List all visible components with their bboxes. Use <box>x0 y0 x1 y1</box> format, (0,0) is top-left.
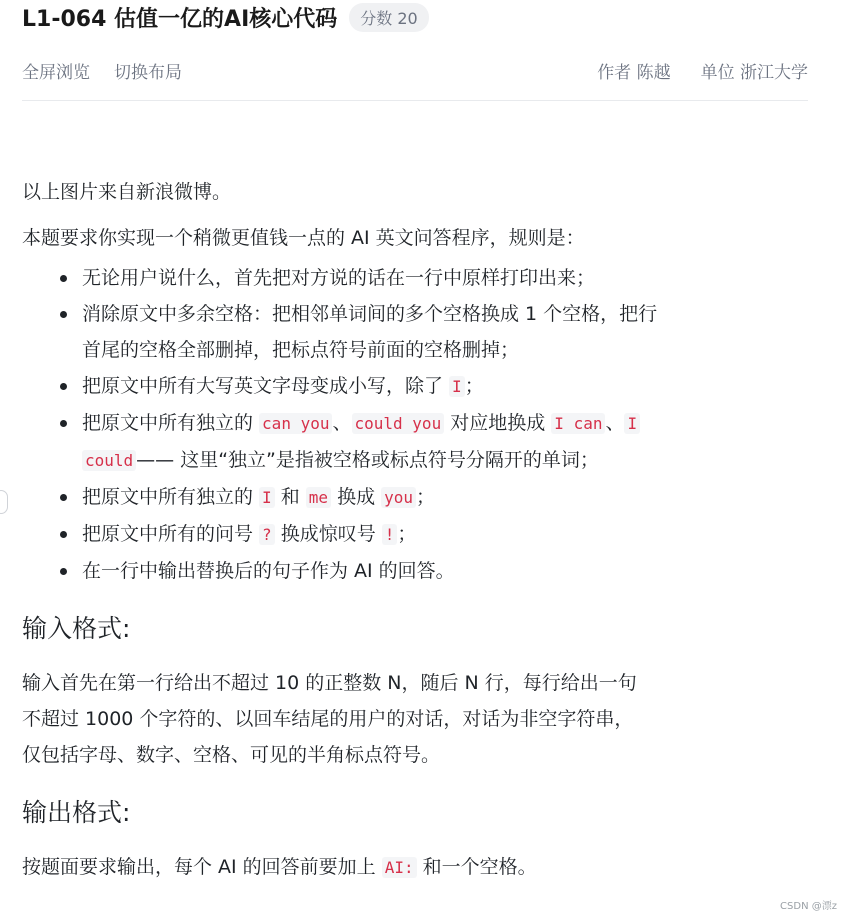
author-label: 作者 陈越 <box>597 63 671 83</box>
intro-paragraph-1: 以上图片来自新浪微博。 <box>22 181 232 203</box>
inline-code: could <box>82 450 136 471</box>
output-text: 和一个空格。 <box>416 856 537 878</box>
rule-text: 对应地换成 <box>444 412 552 434</box>
inline-code: AI: <box>382 857 417 878</box>
rule-text: ； <box>464 375 484 397</box>
rule-text: 把原文中所有独立的 <box>82 486 260 508</box>
rule-text: 、 <box>332 412 352 434</box>
meta-info <box>597 58 808 83</box>
input-format-heading: 输入格式: <box>22 614 131 643</box>
rule-line <box>82 368 822 405</box>
rule-text: 消除原文中多余空格：把相邻单词间的多个空格换成 1 个空格，把行 <box>82 303 658 325</box>
rule-text: 把原文中所有独立的 <box>82 412 260 434</box>
rule-line <box>82 442 822 479</box>
list-item <box>82 296 822 368</box>
rule-text: 把原文中所有大写英文字母变成小写，除了 <box>82 375 450 397</box>
score-badge: 分数 20 <box>349 3 428 32</box>
side-collapse-handle[interactable] <box>0 490 8 514</box>
inline-code: you <box>381 487 416 508</box>
output-format-text <box>22 849 822 886</box>
inline-code: I <box>624 413 640 434</box>
inline-code: me <box>306 487 331 508</box>
rule-text: —— 这里“独立”是指被空格或标点符号分隔开的单词； <box>136 449 599 471</box>
inline-code: could you <box>352 413 445 434</box>
output-format-heading: 输出格式: <box>22 798 131 827</box>
input-line: 仅包括字母、数字、空格、可见的半角标点符号。 <box>22 744 441 766</box>
header-divider <box>22 100 808 101</box>
list-item <box>82 368 822 405</box>
output-text: 按题面要求输出，每个 AI 的回答前要加上 <box>22 856 382 878</box>
rule-text: 、 <box>605 412 625 434</box>
intro-paragraph-2: 本题要求你实现一个稍微更值钱一点的 AI 英文问答程序，规则是： <box>22 227 585 249</box>
output-line <box>22 849 822 886</box>
inline-code: I can <box>551 413 605 434</box>
watermark: CSDN @漂z <box>780 901 837 912</box>
rule-line <box>82 405 822 442</box>
inline-code: ? <box>259 524 275 545</box>
problem-content <box>22 174 822 886</box>
meta-actions <box>22 58 182 83</box>
unit-label: 单位 浙江大学 <box>700 63 808 83</box>
inline-code: ! <box>382 524 398 545</box>
inline-code: I <box>449 376 465 397</box>
list-item <box>82 553 822 589</box>
list-item <box>82 260 822 296</box>
input-line: 输入首先在第一行给出不超过 10 的正整数 N，随后 N 行，每行给出一句 <box>22 672 637 694</box>
rule-text: 和 <box>274 486 306 508</box>
list-item <box>82 479 822 516</box>
rule-text: 首尾的空格全部删掉，把标点符号前面的空格删掉； <box>82 339 520 361</box>
rule-text: 无论用户说什么，首先把对方说的话在一行中原样打印出来； <box>82 267 596 289</box>
rule-line <box>82 479 822 516</box>
rule-line <box>82 516 822 553</box>
list-item <box>82 516 822 553</box>
rules-list <box>22 260 822 589</box>
input-line: 不超过 1000 个字符的、以回车结尾的用户的对话，对话为非空字符串， <box>22 708 634 730</box>
inline-code: can you <box>259 413 332 434</box>
inline-code: I <box>259 487 275 508</box>
rule-text: 换成 <box>331 486 382 508</box>
rule-text: 换成惊叹号 <box>274 523 382 545</box>
rule-text: ； <box>397 523 417 545</box>
rule-text: ； <box>416 486 436 508</box>
title-row <box>22 0 429 34</box>
rule-text: 把原文中所有的问号 <box>82 523 260 545</box>
page-title: L1-064 估值一亿的AI核心代码 <box>22 6 338 32</box>
meta-bar <box>22 58 808 86</box>
fullscreen-link[interactable]: 全屏浏览 <box>22 63 90 83</box>
switch-layout-link[interactable]: 切换布局 <box>114 63 182 83</box>
input-format-text <box>22 665 822 773</box>
rule-text: 在一行中输出替换后的句子作为 AI 的回答。 <box>82 560 455 582</box>
list-item <box>82 405 822 479</box>
